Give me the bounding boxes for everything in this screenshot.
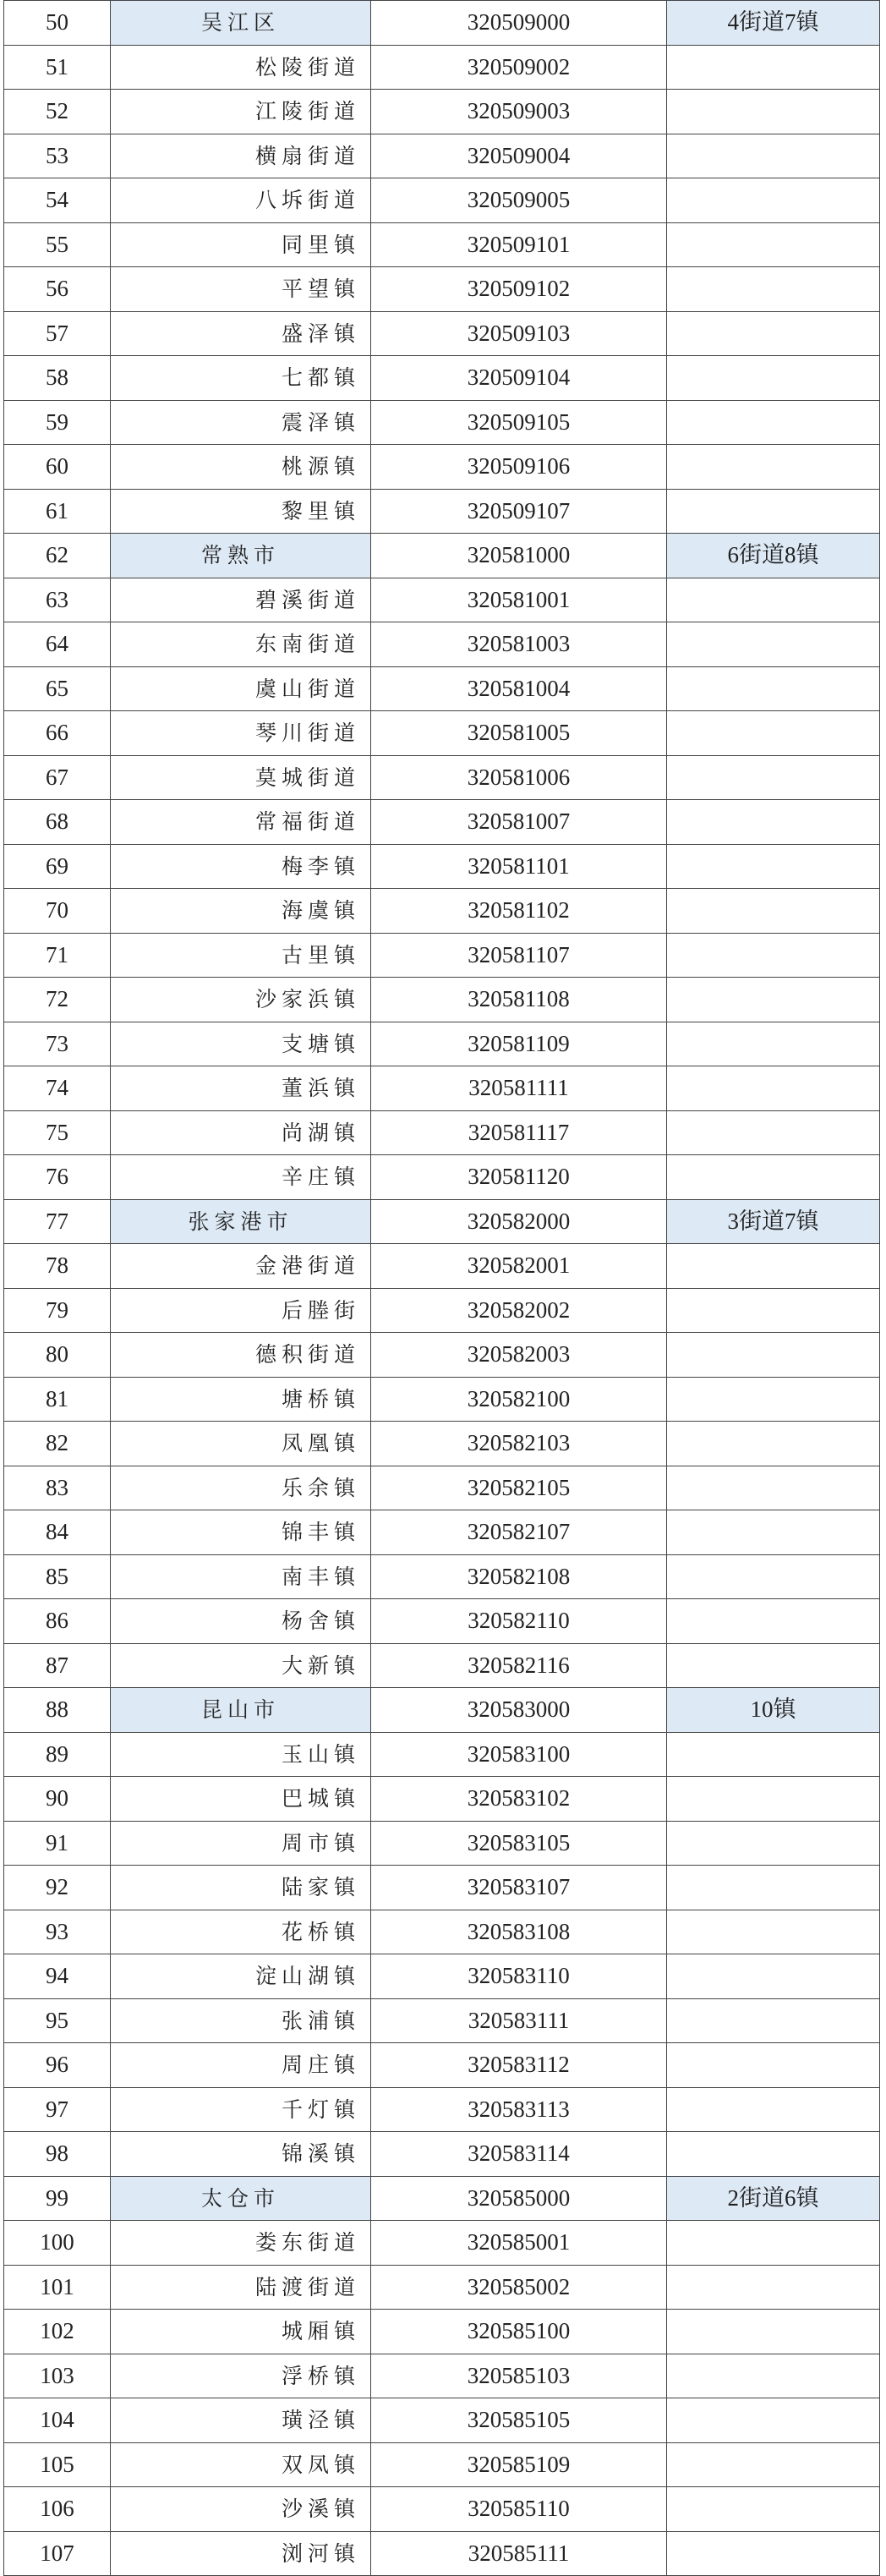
table-row xyxy=(4,711,880,756)
division-code-cell: 320583113 xyxy=(371,2087,667,2132)
table-row xyxy=(4,1466,880,1510)
row-number-cell: 98 xyxy=(4,2132,111,2177)
remark-cell xyxy=(667,1510,880,1555)
division-code-cell: 320582105 xyxy=(371,1466,667,1510)
table-row xyxy=(4,2487,880,2532)
remark-cell xyxy=(667,222,880,267)
division-code-cell: 320583112 xyxy=(371,2043,667,2088)
division-name-cell: 陆家镇 xyxy=(111,1866,371,1910)
division-code-cell: 320581004 xyxy=(371,666,667,711)
division-name-cell: 张家港市 xyxy=(111,1199,371,1244)
district-row xyxy=(4,534,880,578)
row-number-cell: 74 xyxy=(4,1066,111,1111)
division-name-cell: 淀山湖镇 xyxy=(111,1954,371,1999)
division-name-cell: 乐余镇 xyxy=(111,1466,371,1510)
table-row xyxy=(4,90,880,134)
row-number-cell: 104 xyxy=(4,2398,111,2443)
row-number-cell: 100 xyxy=(4,2221,111,2266)
remark-cell xyxy=(667,1333,880,1378)
remark-cell xyxy=(667,1643,880,1688)
remark-cell xyxy=(667,1777,880,1822)
division-name-cell: 昆山市 xyxy=(111,1688,371,1733)
table-row xyxy=(4,1910,880,1954)
table-row xyxy=(4,2442,880,2487)
row-number-cell: 90 xyxy=(4,1777,111,1822)
division-code-cell: 320581001 xyxy=(371,578,667,622)
division-code-cell: 320583110 xyxy=(371,1954,667,1999)
table-body xyxy=(4,1,880,2576)
table-row xyxy=(4,978,880,1022)
row-number-cell: 53 xyxy=(4,134,111,178)
division-code-cell: 320509003 xyxy=(371,90,667,134)
division-code-cell: 320581003 xyxy=(371,622,667,667)
division-code-cell: 320583107 xyxy=(371,1866,667,1910)
division-code-cell: 320582116 xyxy=(371,1643,667,1688)
table-row xyxy=(4,666,880,711)
remark-cell: 6街道8镇 xyxy=(667,534,880,578)
row-number-cell: 94 xyxy=(4,1954,111,1999)
division-name-cell: 璜泾镇 xyxy=(111,2398,371,2443)
division-name-cell: 玉山镇 xyxy=(111,1732,371,1777)
table-row xyxy=(4,1954,880,1999)
row-number-cell: 76 xyxy=(4,1155,111,1200)
division-name-cell: 浏河镇 xyxy=(111,2531,371,2576)
row-number-cell: 60 xyxy=(4,445,111,490)
row-number-cell: 70 xyxy=(4,889,111,934)
remark-cell xyxy=(667,2265,880,2310)
row-number-cell: 80 xyxy=(4,1333,111,1378)
row-number-cell: 69 xyxy=(4,844,111,889)
division-code-cell: 320509106 xyxy=(371,445,667,490)
table-row xyxy=(4,1155,880,1200)
division-code-cell: 320509005 xyxy=(371,178,667,223)
row-number-cell: 57 xyxy=(4,311,111,356)
remark-cell xyxy=(667,978,880,1022)
row-number-cell: 99 xyxy=(4,2176,111,2221)
division-name-cell: 古里镇 xyxy=(111,933,371,978)
division-code-cell: 320582110 xyxy=(371,1599,667,1644)
division-code-cell: 320585111 xyxy=(371,2531,667,2576)
remark-cell xyxy=(667,2043,880,2088)
row-number-cell: 52 xyxy=(4,90,111,134)
remark-cell xyxy=(667,2398,880,2443)
remark-cell xyxy=(667,578,880,622)
row-number-cell: 91 xyxy=(4,1821,111,1866)
row-number-cell: 82 xyxy=(4,1422,111,1466)
row-number-cell: 92 xyxy=(4,1866,111,1910)
division-name-cell: 黎里镇 xyxy=(111,489,371,534)
remark-cell xyxy=(667,2310,880,2354)
row-number-cell: 64 xyxy=(4,622,111,667)
division-name-cell: 周庄镇 xyxy=(111,2043,371,2088)
division-name-cell: 常熟市 xyxy=(111,534,371,578)
division-name-cell: 后塍街 xyxy=(111,1288,371,1333)
remark-cell xyxy=(667,622,880,667)
remark-cell xyxy=(667,489,880,534)
remark-cell xyxy=(667,2442,880,2487)
division-code-cell: 320581000 xyxy=(371,534,667,578)
remark-cell xyxy=(667,2487,880,2532)
remark-cell xyxy=(667,755,880,800)
remark-cell xyxy=(667,666,880,711)
division-name-cell: 松陵街道 xyxy=(111,45,371,90)
division-code-cell: 320583102 xyxy=(371,1777,667,1822)
division-name-cell: 莫城街道 xyxy=(111,755,371,800)
division-name-cell: 陆渡街道 xyxy=(111,2265,371,2310)
table-row xyxy=(4,933,880,978)
division-name-cell: 南丰镇 xyxy=(111,1554,371,1599)
remark-cell xyxy=(667,267,880,312)
division-name-cell: 娄东街道 xyxy=(111,2221,371,2266)
division-code-cell: 320582001 xyxy=(371,1244,667,1289)
row-number-cell: 50 xyxy=(4,1,111,46)
table-row xyxy=(4,1732,880,1777)
division-code-cell: 320582003 xyxy=(371,1333,667,1378)
division-name-cell: 东南街道 xyxy=(111,622,371,667)
remark-cell xyxy=(667,1910,880,1954)
table-row xyxy=(4,2531,880,2576)
division-code-table xyxy=(3,0,880,2576)
division-code-cell: 320581108 xyxy=(371,978,667,1022)
table-row xyxy=(4,578,880,622)
district-row xyxy=(4,1199,880,1244)
row-number-cell: 97 xyxy=(4,2087,111,2132)
division-name-cell: 海虞镇 xyxy=(111,889,371,934)
division-code-cell: 320582002 xyxy=(371,1288,667,1333)
division-code-cell: 320509104 xyxy=(371,356,667,401)
row-number-cell: 77 xyxy=(4,1199,111,1244)
row-number-cell: 84 xyxy=(4,1510,111,1555)
remark-cell xyxy=(667,1022,880,1066)
remark-cell xyxy=(667,1954,880,1999)
table-row xyxy=(4,1643,880,1688)
row-number-cell: 59 xyxy=(4,400,111,445)
table-row xyxy=(4,45,880,90)
remark-cell: 10镇 xyxy=(667,1688,880,1733)
remark-cell xyxy=(667,1244,880,1289)
row-number-cell: 96 xyxy=(4,2043,111,2088)
table-row xyxy=(4,178,880,223)
division-name-cell: 双凤镇 xyxy=(111,2442,371,2487)
division-name-cell: 盛泽镇 xyxy=(111,311,371,356)
division-code-cell: 320585002 xyxy=(371,2265,667,2310)
division-code-cell: 320509000 xyxy=(371,1,667,46)
table-row xyxy=(4,134,880,178)
district-row xyxy=(4,1688,880,1733)
division-code-cell: 320583100 xyxy=(371,1732,667,1777)
table-row xyxy=(4,1022,880,1066)
division-code-cell: 320581101 xyxy=(371,844,667,889)
division-name-cell: 张浦镇 xyxy=(111,1998,371,2043)
table-row xyxy=(4,1110,880,1155)
division-code-cell: 320581111 xyxy=(371,1066,667,1111)
remark-cell xyxy=(667,2132,880,2177)
remark-cell xyxy=(667,1066,880,1111)
division-code-cell: 320583114 xyxy=(371,2132,667,2177)
division-name-cell: 沙家浜镇 xyxy=(111,978,371,1022)
row-number-cell: 63 xyxy=(4,578,111,622)
row-number-cell: 55 xyxy=(4,222,111,267)
table-row xyxy=(4,2132,880,2177)
row-number-cell: 73 xyxy=(4,1022,111,1066)
district-row xyxy=(4,2176,880,2221)
table-row xyxy=(4,356,880,401)
division-code-cell: 320509103 xyxy=(371,311,667,356)
remark-cell: 3街道7镇 xyxy=(667,1199,880,1244)
remark-cell xyxy=(667,311,880,356)
remark-cell xyxy=(667,1998,880,2043)
row-number-cell: 101 xyxy=(4,2265,111,2310)
remark-cell xyxy=(667,1422,880,1466)
division-code-cell: 320582100 xyxy=(371,1377,667,1422)
division-code-cell: 320585105 xyxy=(371,2398,667,2443)
table-row xyxy=(4,1288,880,1333)
table-row xyxy=(4,2398,880,2443)
table-row xyxy=(4,1554,880,1599)
remark-cell xyxy=(667,400,880,445)
remark-cell xyxy=(667,2531,880,2576)
division-name-cell: 杨舍镇 xyxy=(111,1599,371,1644)
division-code-cell: 320585103 xyxy=(371,2354,667,2398)
remark-cell xyxy=(667,1554,880,1599)
division-name-cell: 辛庄镇 xyxy=(111,1155,371,1200)
division-code-cell: 320582000 xyxy=(371,1199,667,1244)
division-name-cell: 董浜镇 xyxy=(111,1066,371,1111)
division-name-cell: 常福街道 xyxy=(111,800,371,845)
division-code-cell: 320509107 xyxy=(371,489,667,534)
row-number-cell: 67 xyxy=(4,755,111,800)
division-name-cell: 沙溪镇 xyxy=(111,2487,371,2532)
district-row xyxy=(4,1,880,46)
row-number-cell: 107 xyxy=(4,2531,111,2576)
remark-cell xyxy=(667,356,880,401)
table-row xyxy=(4,2043,880,2088)
division-code-cell: 320581007 xyxy=(371,800,667,845)
table-row xyxy=(4,1510,880,1555)
division-name-cell: 金港街道 xyxy=(111,1244,371,1289)
row-number-cell: 51 xyxy=(4,45,111,90)
remark-cell xyxy=(667,1732,880,1777)
remark-cell xyxy=(667,1155,880,1200)
row-number-cell: 78 xyxy=(4,1244,111,1289)
division-name-cell: 桃源镇 xyxy=(111,445,371,490)
table-row xyxy=(4,755,880,800)
row-number-cell: 79 xyxy=(4,1288,111,1333)
division-code-cell: 320583105 xyxy=(371,1821,667,1866)
division-code-cell: 320582108 xyxy=(371,1554,667,1599)
remark-cell xyxy=(667,45,880,90)
remark-cell xyxy=(667,1866,880,1910)
row-number-cell: 68 xyxy=(4,800,111,845)
division-name-cell: 平望镇 xyxy=(111,267,371,312)
division-code-cell: 320583111 xyxy=(371,1998,667,2043)
row-number-cell: 93 xyxy=(4,1910,111,1954)
table-row xyxy=(4,1821,880,1866)
division-code-cell: 320582103 xyxy=(371,1422,667,1466)
division-code-cell: 320581102 xyxy=(371,889,667,934)
remark-cell xyxy=(667,800,880,845)
table-row xyxy=(4,844,880,889)
row-number-cell: 65 xyxy=(4,666,111,711)
remark-cell xyxy=(667,1466,880,1510)
table-row xyxy=(4,445,880,490)
division-code-cell: 320509004 xyxy=(371,134,667,178)
table-row xyxy=(4,2310,880,2354)
remark-cell xyxy=(667,90,880,134)
division-code-cell: 320585100 xyxy=(371,2310,667,2354)
division-code-cell: 320585000 xyxy=(371,2176,667,2221)
table-row xyxy=(4,622,880,667)
remark-cell xyxy=(667,178,880,223)
division-name-cell: 锦丰镇 xyxy=(111,1510,371,1555)
division-code-cell: 320582107 xyxy=(371,1510,667,1555)
table-row xyxy=(4,2354,880,2398)
remark-cell xyxy=(667,933,880,978)
division-name-cell: 支塘镇 xyxy=(111,1022,371,1066)
table-row xyxy=(4,1066,880,1111)
row-number-cell: 87 xyxy=(4,1643,111,1688)
division-code-cell: 320509102 xyxy=(371,267,667,312)
table-row xyxy=(4,1377,880,1422)
row-number-cell: 106 xyxy=(4,2487,111,2532)
division-code-cell: 320581107 xyxy=(371,933,667,978)
row-number-cell: 85 xyxy=(4,1554,111,1599)
remark-cell xyxy=(667,711,880,756)
division-name-cell: 城厢镇 xyxy=(111,2310,371,2354)
division-code-cell: 320509105 xyxy=(371,400,667,445)
row-number-cell: 75 xyxy=(4,1110,111,1155)
division-name-cell: 周市镇 xyxy=(111,1821,371,1866)
row-number-cell: 86 xyxy=(4,1599,111,1644)
table-row xyxy=(4,489,880,534)
division-name-cell: 塘桥镇 xyxy=(111,1377,371,1422)
remark-cell xyxy=(667,1821,880,1866)
remark-cell xyxy=(667,889,880,934)
division-name-cell: 大新镇 xyxy=(111,1643,371,1688)
division-code-cell: 320585109 xyxy=(371,2442,667,2487)
division-code-cell: 320581006 xyxy=(371,755,667,800)
division-code-cell: 320509002 xyxy=(371,45,667,90)
table-row xyxy=(4,2221,880,2266)
remark-cell xyxy=(667,2221,880,2266)
row-number-cell: 83 xyxy=(4,1466,111,1510)
remark-cell: 2街道6镇 xyxy=(667,2176,880,2221)
table-row xyxy=(4,1333,880,1378)
division-name-cell: 同里镇 xyxy=(111,222,371,267)
division-name-cell: 千灯镇 xyxy=(111,2087,371,2132)
table-row xyxy=(4,1244,880,1289)
division-code-cell: 320585110 xyxy=(371,2487,667,2532)
row-number-cell: 56 xyxy=(4,267,111,312)
division-name-cell: 江陵街道 xyxy=(111,90,371,134)
division-code-cell: 320581117 xyxy=(371,1110,667,1155)
division-name-cell: 七都镇 xyxy=(111,356,371,401)
remark-cell xyxy=(667,134,880,178)
division-name-cell: 花桥镇 xyxy=(111,1910,371,1954)
table-row xyxy=(4,1599,880,1644)
table-row xyxy=(4,400,880,445)
table-row xyxy=(4,2087,880,2132)
remark-cell xyxy=(667,1110,880,1155)
division-name-cell: 德积街道 xyxy=(111,1333,371,1378)
table-row xyxy=(4,800,880,845)
row-number-cell: 95 xyxy=(4,1998,111,2043)
division-code-cell: 320581005 xyxy=(371,711,667,756)
division-code-cell: 320583000 xyxy=(371,1688,667,1733)
row-number-cell: 71 xyxy=(4,933,111,978)
row-number-cell: 66 xyxy=(4,711,111,756)
row-number-cell: 103 xyxy=(4,2354,111,2398)
remark-cell xyxy=(667,1599,880,1644)
table-row xyxy=(4,1777,880,1822)
division-code-cell: 320509101 xyxy=(371,222,667,267)
table-row xyxy=(4,1998,880,2043)
table-row xyxy=(4,889,880,934)
division-name-cell: 虞山街道 xyxy=(111,666,371,711)
table-row xyxy=(4,267,880,312)
row-number-cell: 102 xyxy=(4,2310,111,2354)
row-number-cell: 105 xyxy=(4,2442,111,2487)
remark-cell xyxy=(667,1288,880,1333)
remark-cell xyxy=(667,445,880,490)
row-number-cell: 72 xyxy=(4,978,111,1022)
division-name-cell: 琴川街道 xyxy=(111,711,371,756)
table-row xyxy=(4,1422,880,1466)
row-number-cell: 54 xyxy=(4,178,111,223)
row-number-cell: 88 xyxy=(4,1688,111,1733)
row-number-cell: 81 xyxy=(4,1377,111,1422)
table-row xyxy=(4,2265,880,2310)
division-name-cell: 太仓市 xyxy=(111,2176,371,2221)
remark-cell xyxy=(667,1377,880,1422)
row-number-cell: 61 xyxy=(4,489,111,534)
row-number-cell: 58 xyxy=(4,356,111,401)
division-name-cell: 吴江区 xyxy=(111,1,371,46)
table-row xyxy=(4,1866,880,1910)
division-name-cell: 浮桥镇 xyxy=(111,2354,371,2398)
division-code-cell: 320583108 xyxy=(371,1910,667,1954)
remark-cell xyxy=(667,2087,880,2132)
division-name-cell: 震泽镇 xyxy=(111,400,371,445)
remark-cell xyxy=(667,844,880,889)
division-name-cell: 尚湖镇 xyxy=(111,1110,371,1155)
division-name-cell: 梅李镇 xyxy=(111,844,371,889)
division-code-cell: 320585001 xyxy=(371,2221,667,2266)
division-name-cell: 横扇街道 xyxy=(111,134,371,178)
division-name-cell: 八坼街道 xyxy=(111,178,371,223)
division-name-cell: 凤凰镇 xyxy=(111,1422,371,1466)
division-name-cell: 碧溪街道 xyxy=(111,578,371,622)
division-name-cell: 锦溪镇 xyxy=(111,2132,371,2177)
division-name-cell: 巴城镇 xyxy=(111,1777,371,1822)
table-row xyxy=(4,311,880,356)
division-code-cell: 320581120 xyxy=(371,1155,667,1200)
row-number-cell: 89 xyxy=(4,1732,111,1777)
table-row xyxy=(4,222,880,267)
remark-cell: 4街道7镇 xyxy=(667,1,880,46)
division-code-cell: 320581109 xyxy=(371,1022,667,1066)
remark-cell xyxy=(667,2354,880,2398)
row-number-cell: 62 xyxy=(4,534,111,578)
